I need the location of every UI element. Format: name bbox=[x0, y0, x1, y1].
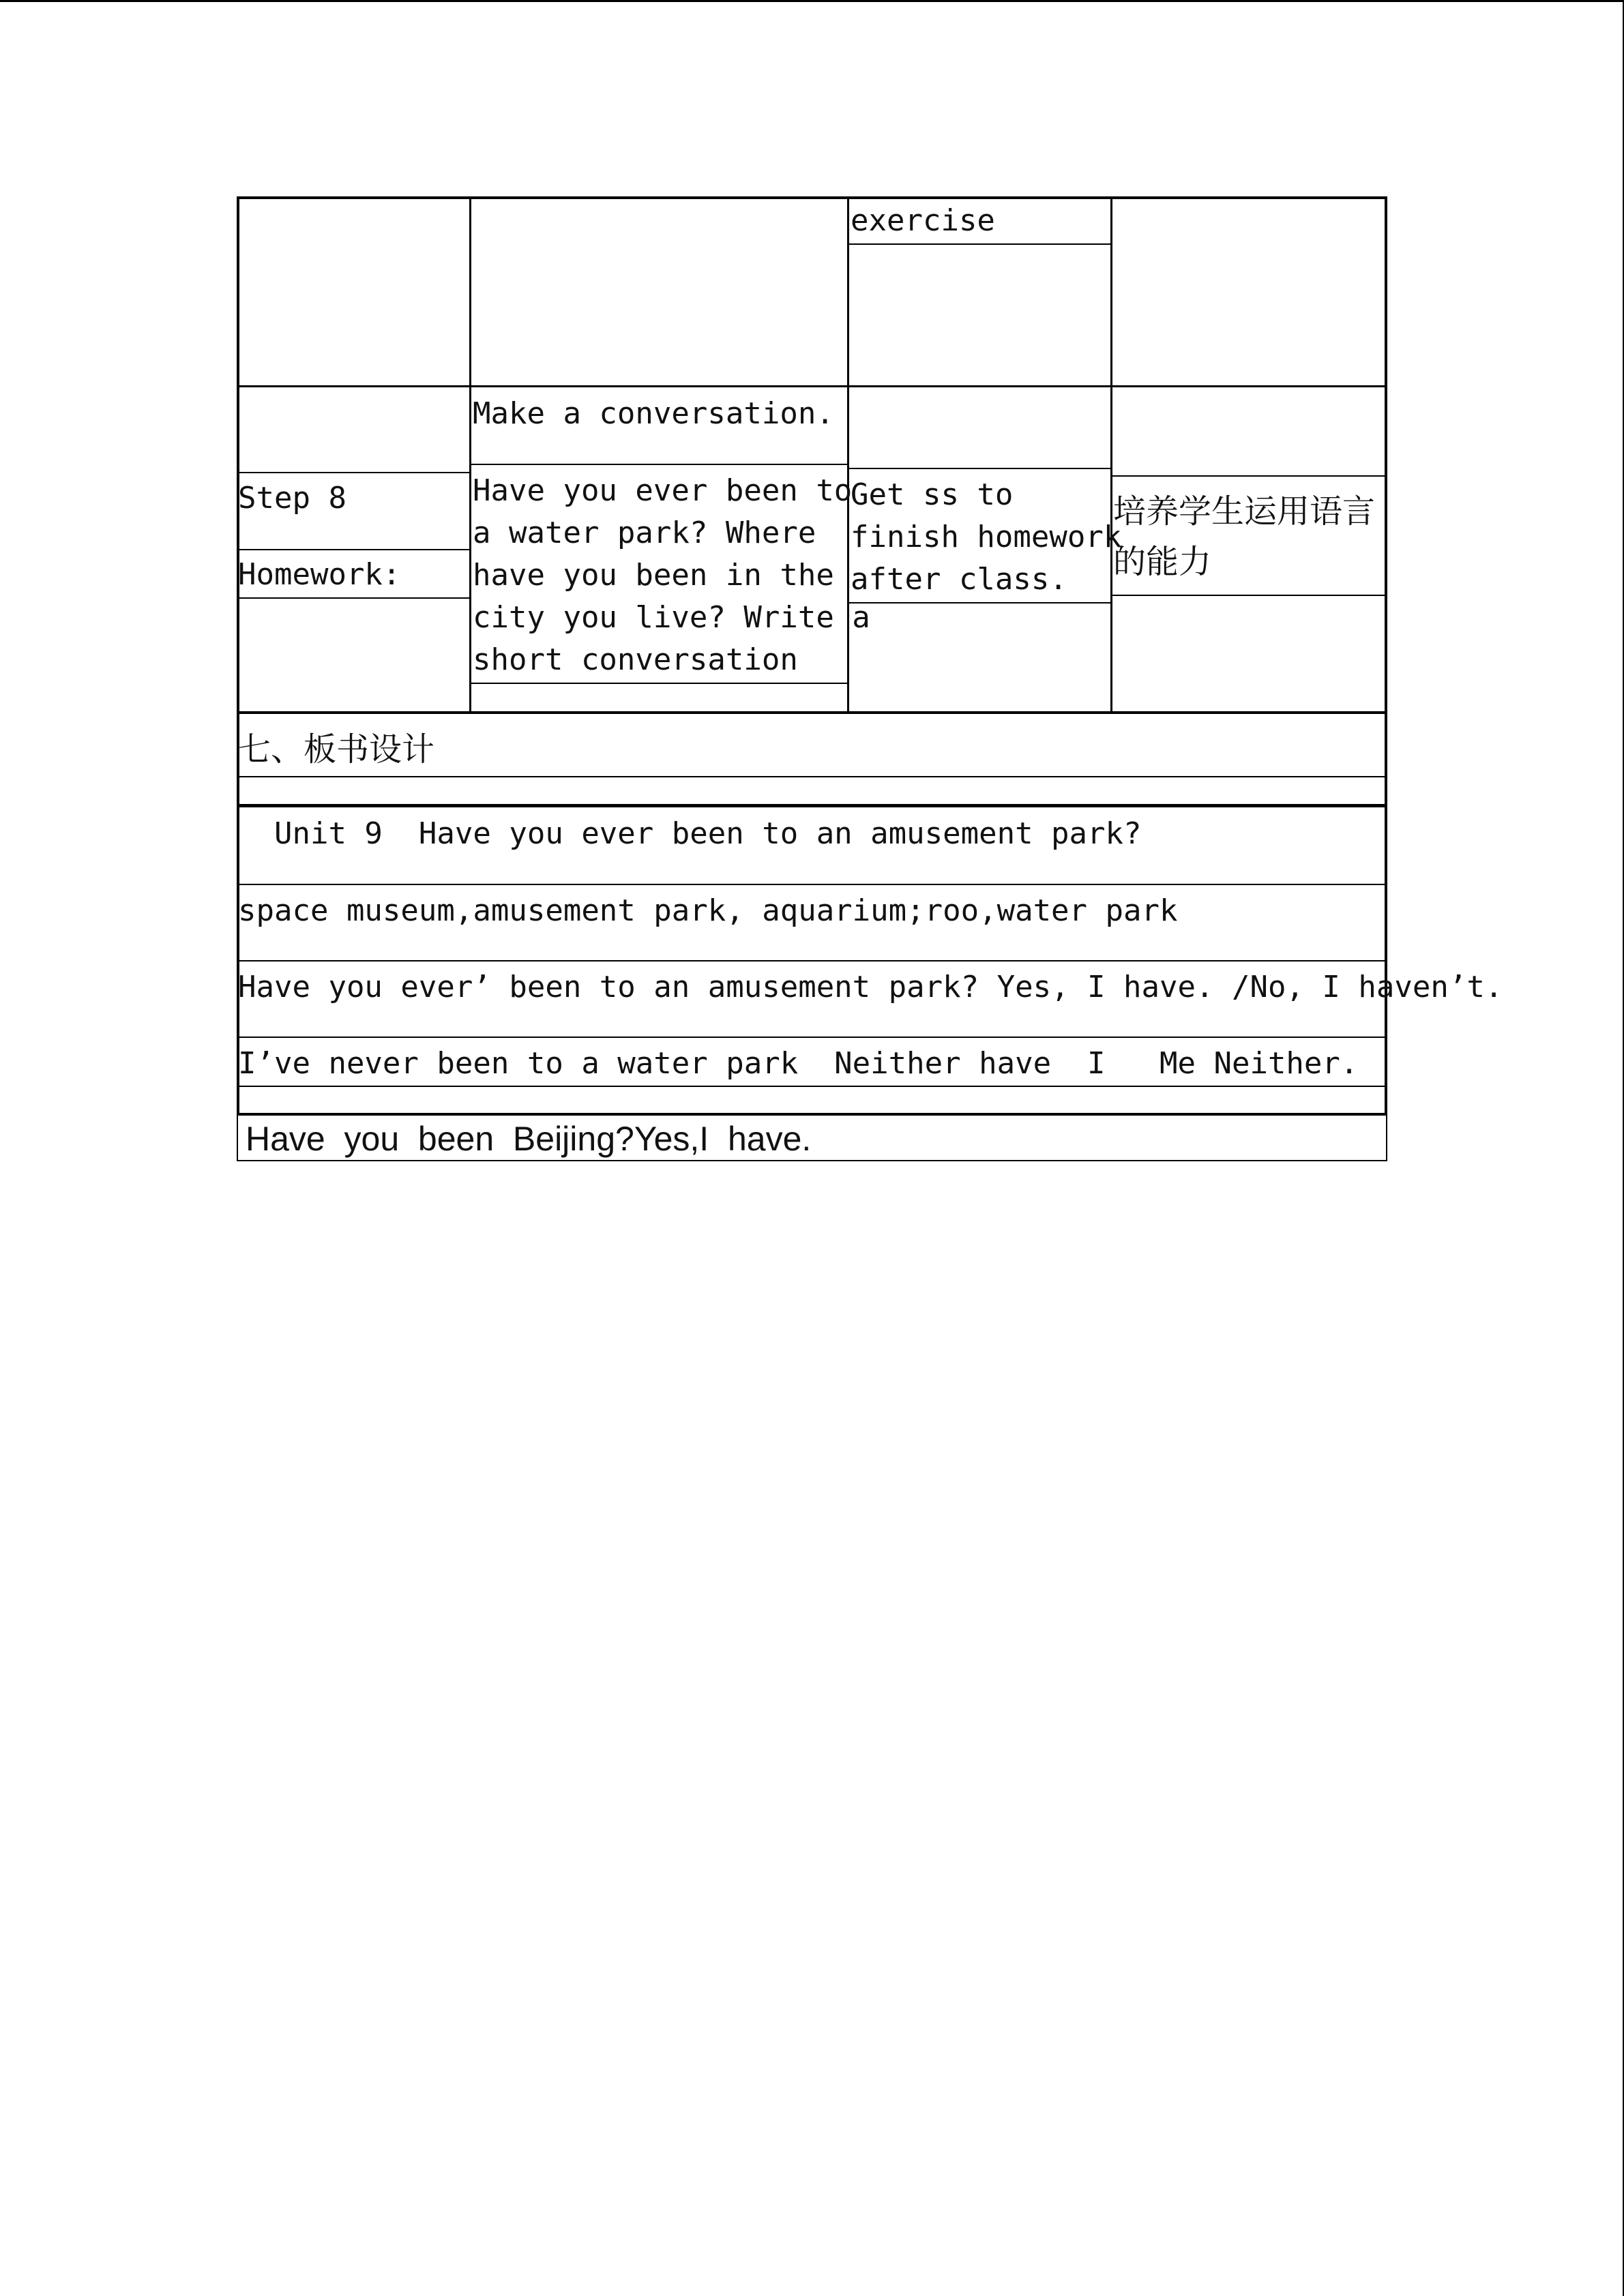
row-divider bbox=[237, 385, 1387, 387]
column-divider-1 bbox=[469, 196, 471, 714]
teacher-activity-line-1: Get ss to bbox=[851, 477, 1014, 512]
purpose-text: 培养学生运用语言的能力 bbox=[1113, 492, 1376, 581]
make-conversation-text: Make a conversation. bbox=[473, 396, 834, 431]
col1-line-c bbox=[237, 597, 469, 599]
board-row-neither: I’ve never been to a water park Neither have I Me Neither. bbox=[238, 1046, 1359, 1081]
homework-line-2: a water park? Where bbox=[473, 516, 816, 550]
board-row-divider-1 bbox=[237, 884, 1387, 885]
exercise-text: exercise bbox=[851, 203, 995, 238]
board-row-divider-3 bbox=[237, 1037, 1387, 1038]
board-row-question: Have you ever’ been to an amusement park? Yes, I have. /No, I haven’t. bbox=[238, 970, 1503, 1004]
col4-line-b bbox=[1110, 595, 1387, 596]
teacher-activity-line-2: finish homework bbox=[851, 520, 1122, 554]
step-label: Step 8 bbox=[238, 481, 346, 516]
col3-line-b bbox=[847, 602, 1110, 603]
col1-line-b bbox=[237, 549, 469, 550]
homework-line-4: city you live? Write a bbox=[473, 600, 870, 635]
board-heading-divider bbox=[237, 804, 1387, 807]
col1-line-a bbox=[237, 472, 469, 473]
col3-line-a bbox=[847, 468, 1110, 469]
board-row-vocabulary: space museum,amusement park, aquarium;roo,water park bbox=[238, 893, 1178, 928]
homework-line-1: Have you ever been to bbox=[473, 473, 853, 508]
board-row-divider-4 bbox=[237, 1086, 1387, 1087]
col2-line-b bbox=[469, 683, 847, 684]
homework-line-5: short conversation bbox=[473, 642, 798, 677]
board-last-row-text: Have you been Beijing?Yes,I have. bbox=[246, 1120, 812, 1158]
column-divider-3 bbox=[1110, 196, 1112, 714]
homework-label: Homework: bbox=[238, 557, 401, 592]
exercise-cell-underline bbox=[847, 243, 1110, 245]
col2-line-a bbox=[469, 464, 847, 465]
board-row-divider-2 bbox=[237, 960, 1387, 961]
teacher-activity-line-3: after class. bbox=[851, 562, 1067, 597]
heading-underline bbox=[237, 776, 1387, 777]
col4-line-a bbox=[1110, 475, 1387, 477]
page-top-rule bbox=[0, 0, 1624, 2]
homework-line-3: have you been in the bbox=[473, 558, 834, 593]
board-row-title: Unit 9 Have you ever been to an amusement park? bbox=[238, 816, 1142, 851]
board-design-heading: 七、板书设计 bbox=[238, 730, 435, 769]
